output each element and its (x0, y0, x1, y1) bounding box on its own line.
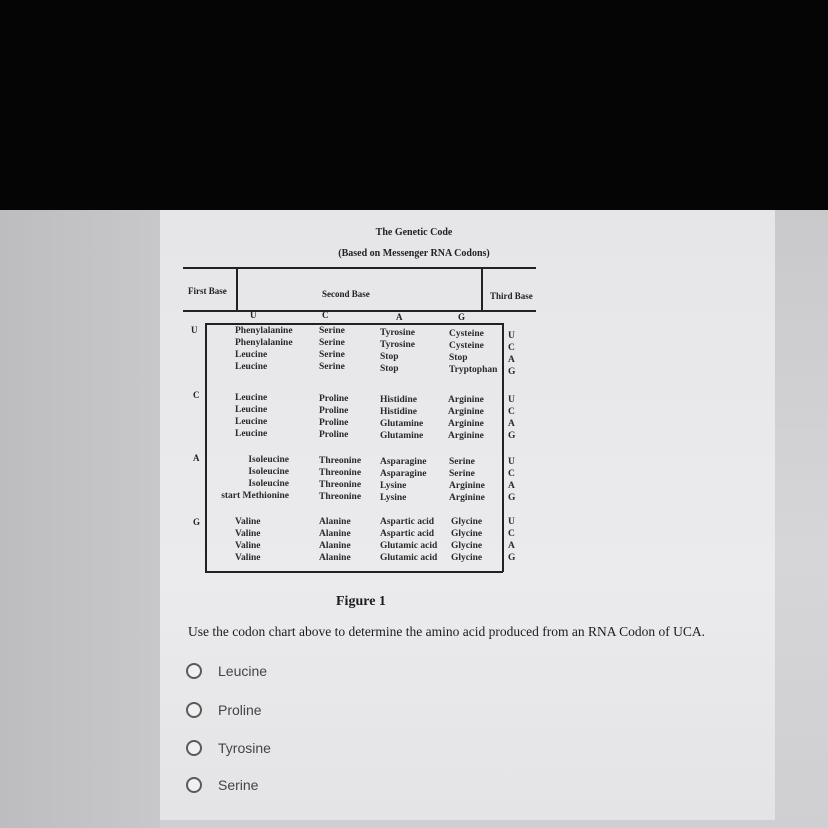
codon-ag: Serine Serine Arginine Arginine (449, 457, 485, 503)
codon-ga: Aspartic acid Aspartic acid Glutamic acid Glutamic acid (380, 517, 438, 563)
codon-gu: Valine Valine Valine Valine (235, 517, 261, 563)
radio-icon[interactable] (186, 777, 202, 793)
codon-uu: Phenylalanine Phenylalanine Leucine Leucine (235, 326, 293, 372)
third-base-label: Third Base (490, 291, 533, 301)
question-card (160, 210, 775, 820)
second-base-label: Second Base (322, 289, 370, 299)
figure-title: The Genetic Code (375, 227, 453, 238)
first-base-a: A (193, 453, 200, 463)
codon-cg: Arginine Arginine Arginine Arginine (448, 395, 484, 441)
option-serine[interactable] (186, 777, 258, 793)
left-margin (0, 210, 160, 828)
codon-ca: Histidine Histidine Glutamine Glutamine (380, 395, 424, 441)
header-rule (183, 310, 536, 312)
table-bottom (205, 571, 503, 573)
option-label: Proline (218, 702, 262, 718)
figure-subtitle: (Based on Messenger RNA Codons) (338, 248, 490, 259)
option-label: Tyrosine (218, 740, 271, 756)
first-base-c: C (193, 390, 200, 400)
first-base-g: G (193, 517, 201, 527)
codon-cc: Proline Proline Proline Proline (319, 394, 349, 440)
rule-v2 (481, 268, 483, 310)
radio-icon[interactable] (186, 663, 202, 679)
codon-uc: Serine Serine Serine Serine (319, 326, 345, 372)
codon-gg: Glycine Glycine Glycine Glycine (451, 517, 483, 563)
codon-cu: Leucine Leucine Leucine Leucine (235, 393, 268, 439)
second-base-u: U (250, 310, 257, 320)
second-base-g: G (458, 312, 466, 322)
question-text: Use the codon chart above to determine the amino acid produced from an RNA Codon of UCA. (188, 624, 705, 639)
option-tyrosine[interactable] (186, 740, 271, 756)
codon-gc: Alanine Alanine Alanine Alanine (319, 517, 351, 563)
first-base-label: First Base (188, 286, 227, 296)
radio-icon[interactable] (186, 740, 202, 756)
first-base-u: U (191, 325, 198, 335)
codon-ug: Cysteine Cysteine Stop Tryptophan (449, 329, 498, 375)
codon-ua: Tyrosine Tyrosine Stop Stop (380, 328, 416, 374)
codon-ac: Threonine Threonine Threonine Threonine (319, 456, 362, 502)
figure-caption: Figure 1 (336, 594, 386, 609)
third-base-row-a: U C A G (508, 457, 516, 503)
table-left (205, 323, 207, 572)
second-base-c: C (322, 310, 329, 320)
codon-au: Isoleucine Isoleucine Isoleucine start Methionine (221, 455, 289, 501)
third-base-row-g: U C A G (508, 517, 516, 563)
second-base-a: A (396, 312, 403, 322)
option-label: Leucine (218, 663, 268, 679)
third-base-row-u: U C A G (508, 331, 516, 377)
option-leucine[interactable] (186, 663, 267, 679)
option-proline[interactable] (186, 702, 262, 718)
rule-v1 (236, 268, 238, 310)
option-label: Serine (218, 777, 259, 793)
codon-aa: Asparagine Asparagine Lysine Lysine (380, 457, 427, 503)
radio-icon[interactable] (186, 702, 202, 718)
third-base-row-c: U C A G (508, 395, 516, 441)
table-right (502, 323, 504, 572)
